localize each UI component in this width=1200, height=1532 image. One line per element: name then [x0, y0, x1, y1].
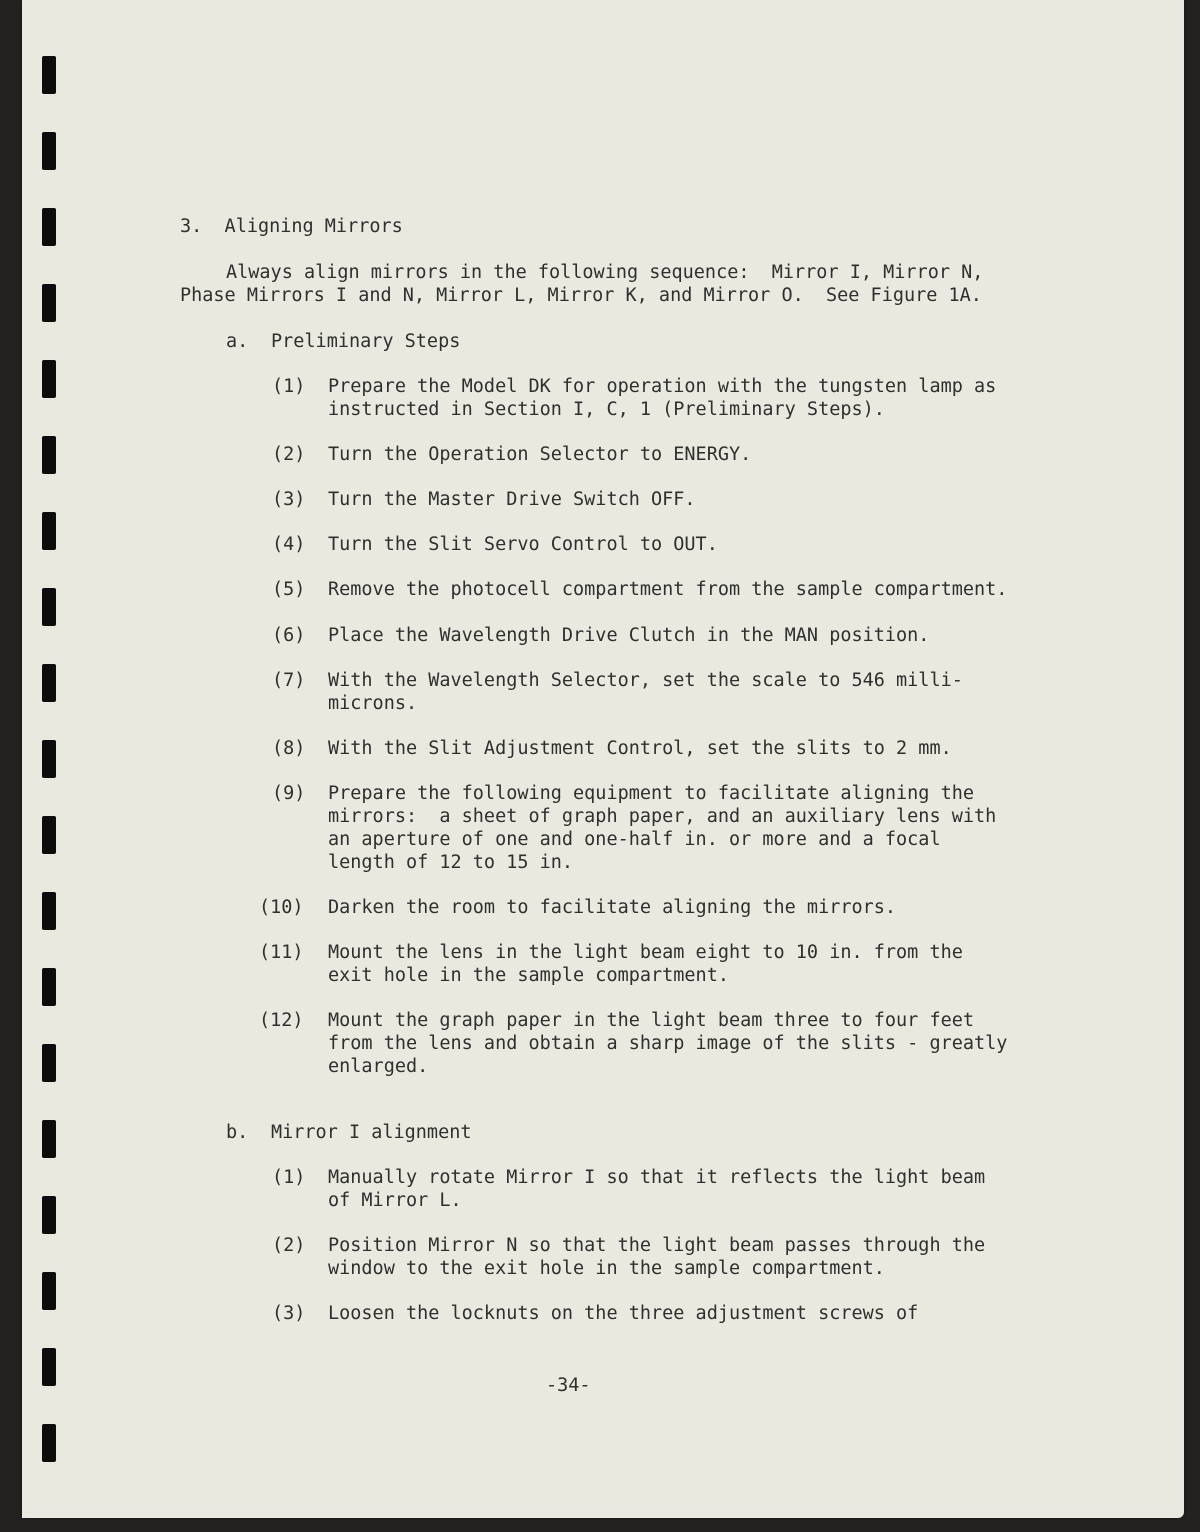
step-number: (12) — [259, 1010, 304, 1031]
step-text: of Mirror L. — [328, 1190, 462, 1211]
step-number: (9) — [272, 783, 306, 804]
step-number: (10) — [259, 897, 304, 918]
step-text: from the lens and obtain a sharp image of the slits - greatly — [328, 1033, 1008, 1054]
subsection-title: Preliminary Steps — [271, 331, 461, 352]
binder-hole — [42, 1120, 56, 1158]
binder-hole — [42, 132, 56, 170]
step-text: Turn the Operation Selector to ENERGY. — [328, 444, 752, 465]
step-text: Turn the Slit Servo Control to OUT. — [328, 534, 718, 555]
step-number: (5) — [272, 579, 306, 600]
step-number: (1) — [272, 376, 306, 397]
step-text: Remove the photocell compartment from the sample compartment. — [328, 579, 1008, 600]
binder-hole — [42, 1272, 56, 1310]
binder-hole — [42, 208, 56, 246]
binder-hole — [42, 360, 56, 398]
binder-hole — [42, 436, 56, 474]
step-text: Manually rotate Mirror I so that it reflects the light beam — [328, 1167, 986, 1188]
step-text: Prepare the Model DK for operation with the tungsten lamp as — [328, 376, 997, 397]
step-number: (7) — [272, 670, 306, 691]
binder-hole — [42, 1424, 56, 1462]
binder-hole — [42, 1348, 56, 1386]
binder-hole — [42, 816, 56, 854]
binder-hole — [42, 968, 56, 1006]
subsection-marker: b. — [226, 1122, 249, 1143]
step-number: (6) — [272, 625, 306, 646]
step-number: (11) — [259, 942, 304, 963]
step-text: Place the Wavelength Drive Clutch in the MAN position. — [328, 625, 930, 646]
step-text: Mount the lens in the light beam eight to 10 in. from the — [328, 942, 963, 963]
step-number: (4) — [272, 534, 306, 555]
step-text: Position Mirror N so that the light beam passes through the — [328, 1235, 986, 1256]
page-number: -34- — [546, 1375, 591, 1396]
step-number: (2) — [272, 444, 306, 465]
step-text: Turn the Master Drive Switch OFF. — [328, 489, 696, 510]
step-text: enlarged. — [328, 1056, 429, 1077]
step-text: With the Wavelength Selector, set the scale to 546 milli- — [328, 670, 963, 691]
binder-hole — [42, 284, 56, 322]
step-text: window to the exit hole in the sample compartment. — [328, 1258, 885, 1279]
step-text: mirrors: a sheet of graph paper, and an auxiliary lens with — [328, 806, 997, 827]
step-number: (3) — [272, 1303, 306, 1324]
binder-hole — [42, 892, 56, 930]
step-number: (2) — [272, 1235, 306, 1256]
binder-hole — [42, 56, 56, 94]
step-text: microns. — [328, 693, 418, 714]
subsection-title: Mirror I alignment — [271, 1122, 472, 1143]
step-text: Darken the room to facilitate aligning the mirrors. — [328, 897, 897, 918]
step-text: an aperture of one and one-half in. or more and a focal — [328, 829, 941, 850]
step-text: exit hole in the sample compartment. — [328, 965, 729, 986]
binder-hole — [42, 1196, 56, 1234]
subsection-marker: a. — [226, 331, 249, 352]
intro-line: Always align mirrors in the following sequence: Mirror I, Mirror N, — [226, 262, 984, 283]
step-number: (3) — [272, 489, 306, 510]
step-text: Mount the graph paper in the light beam three to four feet — [328, 1010, 975, 1031]
binder-hole — [42, 588, 56, 626]
step-text: Prepare the following equipment to facilitate aligning the — [328, 783, 975, 804]
step-number: (1) — [272, 1167, 306, 1188]
binder-hole — [42, 740, 56, 778]
binder-hole — [42, 512, 56, 550]
step-text: With the Slit Adjustment Control, set the slits to 2 mm. — [328, 738, 952, 759]
step-text: instructed in Section I, C, 1 (Preliminary Steps). — [328, 399, 885, 420]
step-number: (8) — [272, 738, 306, 759]
section-heading: 3. Aligning Mirrors — [180, 216, 403, 237]
binder-hole — [42, 1044, 56, 1082]
step-text: Loosen the locknuts on the three adjustment screws of — [328, 1303, 919, 1324]
intro-line: Phase Mirrors I and N, Mirror L, Mirror K, and Mirror O. See Figure 1A. — [180, 285, 982, 306]
step-text: length of 12 to 15 in. — [328, 852, 574, 873]
binder-hole — [42, 664, 56, 702]
